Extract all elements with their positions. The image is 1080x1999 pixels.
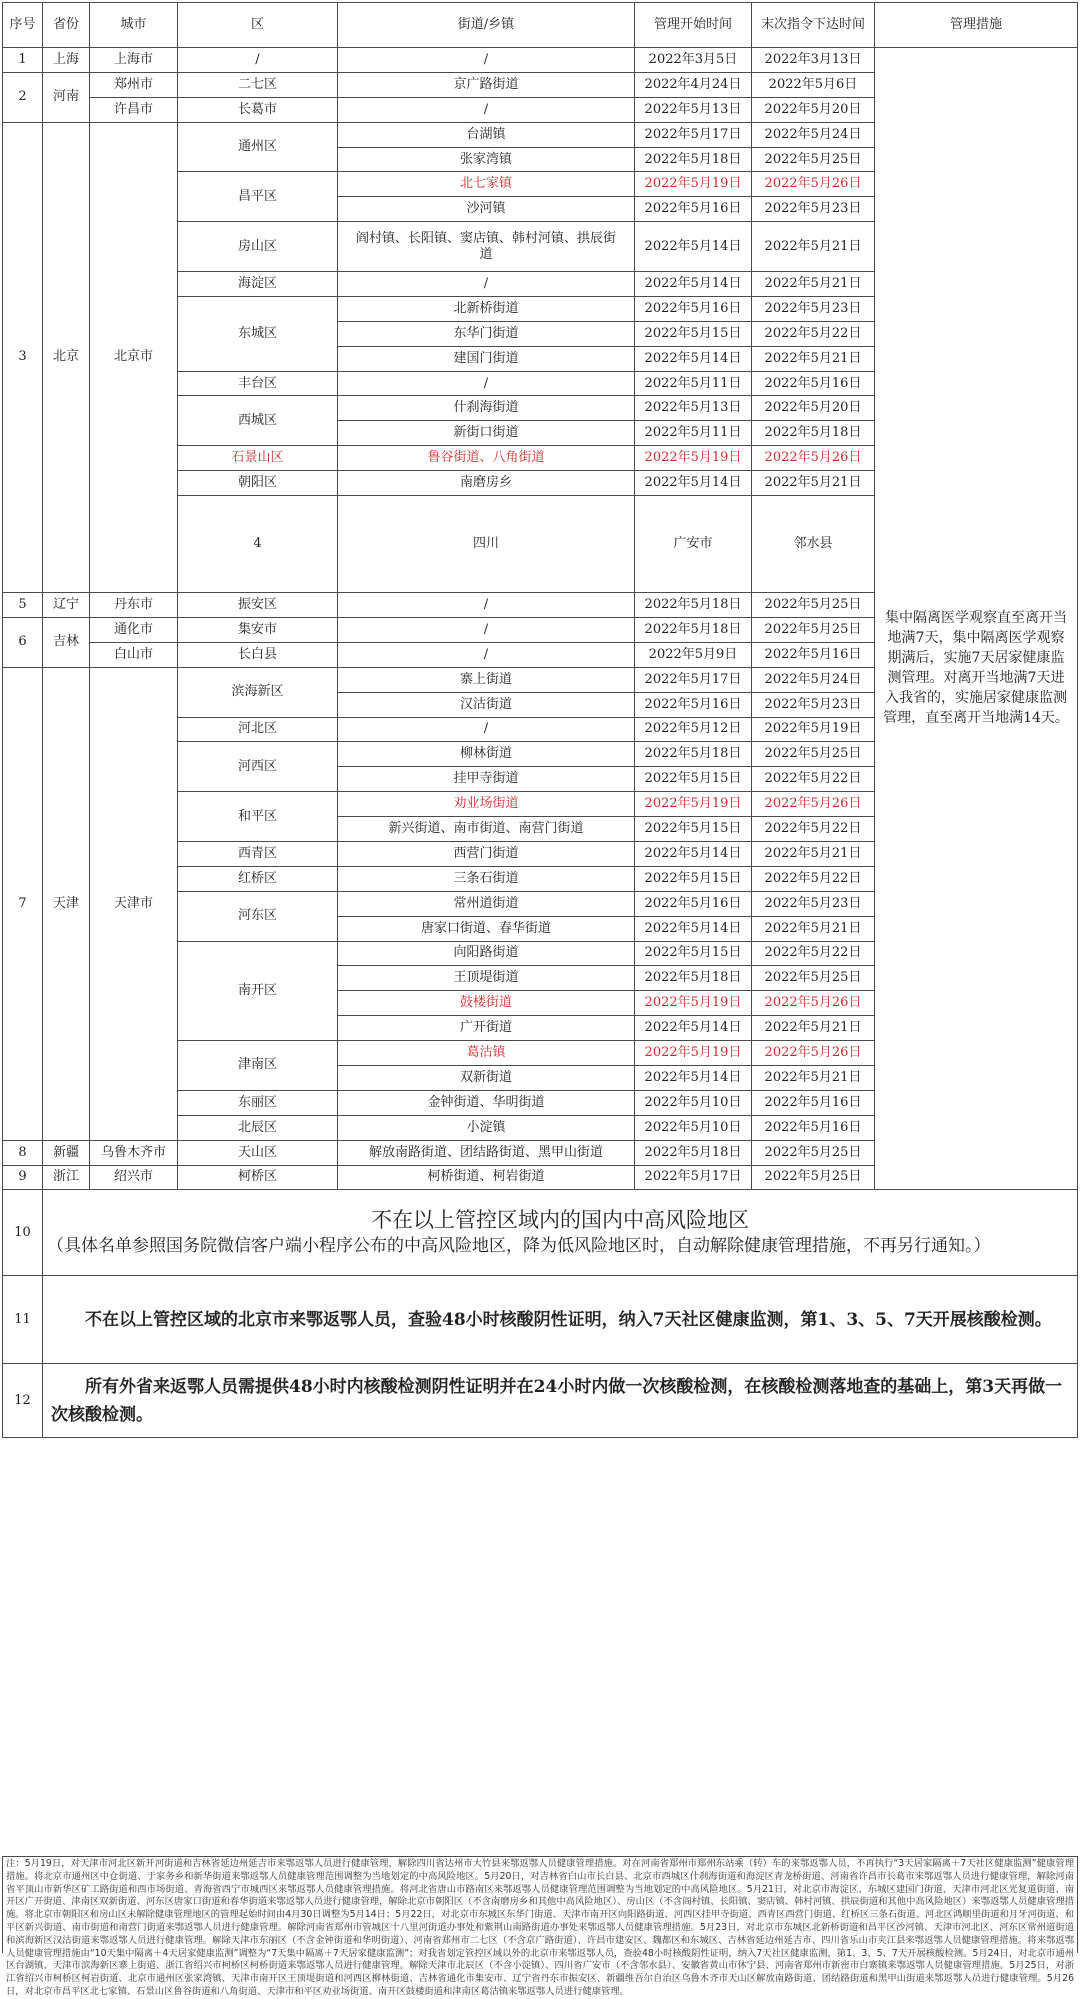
street-cell: 建国门街道 — [338, 346, 635, 371]
start-cell: 2022年5月19日 — [635, 991, 752, 1016]
end-cell: 2022年5月23日 — [752, 891, 875, 916]
table-row-11 — [3, 1276, 1078, 1364]
seq-cell: 11 — [3, 1276, 43, 1364]
street-cell: 台湖镇 — [338, 122, 635, 147]
street-cell: 向阳路街道 — [338, 941, 635, 966]
province-cell: 天津 — [43, 667, 90, 1140]
district-cell: 振安区 — [178, 593, 338, 618]
end-cell: 2022年5月23日 — [752, 197, 875, 222]
measures-cell: 集中隔离医学观察直至离开当地满7天，集中隔离医学观察期满后，实施7天居家健康监测管理。对离开当地满7天进入我省的，实施居家健康监测管理，直至离开当地满14天。 — [875, 48, 1078, 1190]
risk-area-desc: （具体名单参照国务院微信客户端小程序公布的中高风险地区，降为低风险地区时，自动解除健康管理措施，不再另行通知。） — [47, 1236, 991, 1257]
end-cell: 2022年5月21日 — [752, 272, 875, 297]
header-start: 管理开始时间 — [635, 3, 752, 48]
street-cell: 沙河镇 — [338, 197, 635, 222]
street-cell: 汉沽街道 — [338, 692, 635, 717]
street-cell: 阎村镇、长阳镇、窦店镇、韩村河镇、拱辰街道 — [338, 222, 635, 272]
start-cell: 2022年5月15日 — [635, 321, 752, 346]
start-cell: 2022年5月13日 — [635, 97, 752, 122]
seq-cell: 9 — [3, 1165, 43, 1190]
risk-area-cell — [43, 1190, 1078, 1276]
start-cell: 2022年5月15日 — [635, 817, 752, 842]
end-cell: 2022年5月24日 — [752, 122, 875, 147]
street-cell: 广开街道 — [338, 1016, 635, 1041]
start-cell: 2022年5月18日 — [635, 742, 752, 767]
end-cell: 2022年5月20日 — [752, 396, 875, 421]
start-cell: 2022年5月14日 — [635, 471, 752, 496]
street-cell: / — [338, 593, 635, 618]
start-cell: 2022年5月11日 — [635, 421, 752, 446]
district-cell: 石景山区 — [178, 446, 338, 471]
start-cell: 2022年4月24日 — [635, 72, 752, 97]
street-cell: 什刹海街道 — [338, 396, 635, 421]
start-cell: 2022年5月17日 — [635, 122, 752, 147]
seq-cell: 1 — [3, 48, 43, 73]
street-cell: 新街口街道 — [338, 421, 635, 446]
end-cell: 2022年5月24日 — [752, 667, 875, 692]
street-cell: 东华门街道 — [338, 321, 635, 346]
district-cell: 房山区 — [178, 222, 338, 272]
seq-cell: 5 — [3, 593, 43, 618]
start-cell: 2022年5月14日 — [635, 1016, 752, 1041]
district-cell: / — [178, 48, 338, 73]
end-cell: 2022年5月25日 — [752, 1140, 875, 1165]
end-cell: 2022年5月22日 — [752, 817, 875, 842]
end-cell: 2022年5月22日 — [752, 866, 875, 891]
city-cell: 丹东市 — [90, 593, 178, 618]
end-cell: 2022年5月25日 — [752, 617, 875, 642]
province-cell: 吉林 — [43, 617, 90, 667]
end-cell: 2022年5月21日 — [752, 1065, 875, 1090]
start-cell: 2022年5月17日 — [635, 667, 752, 692]
province-cell: 上海 — [43, 48, 90, 73]
street-cell: 北新桥街道 — [338, 296, 635, 321]
district-cell: 集安市 — [178, 617, 338, 642]
end-cell: 2022年5月21日 — [752, 346, 875, 371]
end-cell: 2022年5月26日 — [752, 172, 875, 197]
end-cell: 2022年5月19日 — [752, 717, 875, 742]
district-cell: 和平区 — [178, 792, 338, 842]
end-cell: 2022年5月16日 — [752, 642, 875, 667]
start-cell: 2022年3月5日 — [635, 48, 752, 73]
district-cell: 河东区 — [178, 891, 338, 941]
province-cell: 四川 — [338, 496, 635, 593]
end-cell: 2022年5月16日 — [752, 1090, 875, 1115]
street-cell: / — [338, 371, 635, 396]
street-cell: 北七家镇 — [338, 172, 635, 197]
start-cell: 2022年5月10日 — [635, 1115, 752, 1140]
city-cell: 通化市 — [90, 617, 178, 642]
seq-cell: 12 — [3, 1364, 43, 1438]
end-cell: 2022年5月22日 — [752, 321, 875, 346]
end-cell: 2022年5月20日 — [752, 97, 875, 122]
district-cell: 丰台区 — [178, 371, 338, 396]
district-cell: 河西区 — [178, 742, 338, 792]
street-cell: 葛沽镇 — [338, 1041, 635, 1066]
street-cell: 挂甲寺街道 — [338, 767, 635, 792]
end-cell: 2022年5月26日 — [752, 991, 875, 1016]
start-cell: 2022年5月16日 — [635, 197, 752, 222]
district-cell: 南开区 — [178, 941, 338, 1041]
end-cell: 2022年5月26日 — [752, 1041, 875, 1066]
city-cell: 上海市 — [90, 48, 178, 73]
city-cell: 乌鲁木齐市 — [90, 1140, 178, 1165]
start-cell: 2022年5月14日 — [635, 222, 752, 272]
street-cell: 唐家口街道、春华街道 — [338, 916, 635, 941]
start-cell: 2022年5月19日 — [635, 1041, 752, 1066]
district-cell: 津南区 — [178, 1041, 338, 1091]
street-cell: 寨上街道 — [338, 667, 635, 692]
header-district: 区 — [178, 3, 338, 48]
district-cell: 北辰区 — [178, 1115, 338, 1140]
start-cell: 2022年5月13日 — [635, 396, 752, 421]
header-end: 末次指令下达时间 — [752, 3, 875, 48]
start-cell: 2022年5月14日 — [635, 1065, 752, 1090]
header-row — [3, 3, 1078, 48]
header-province: 省份 — [43, 3, 90, 48]
end-cell: 2022年5月21日 — [752, 471, 875, 496]
province-cell: 辽宁 — [43, 593, 90, 618]
street-cell: 金钟街道、华明街道 — [338, 1090, 635, 1115]
start-cell: 2022年5月16日 — [635, 296, 752, 321]
start-cell: 2022年5月10日 — [635, 1090, 752, 1115]
end-cell: 2022年5月21日 — [752, 222, 875, 272]
district-cell: 西青区 — [178, 841, 338, 866]
header-city: 城市 — [90, 3, 178, 48]
end-cell: 2022年5月23日 — [752, 692, 875, 717]
street-cell: 南磨房乡 — [338, 471, 635, 496]
start-cell: 2022年5月18日 — [635, 147, 752, 172]
district-cell: 昌平区 — [178, 172, 338, 222]
district-cell: 柯桥区 — [178, 1165, 338, 1190]
control-table — [2, 2, 1078, 1438]
all-arrival-cell: 所有外省来返鄂人员需提供48小时内核酸检测阴性证明并在24小时内做一次核酸检测，在核酸检测落地查的基础上，第3天再做一次核酸检测。 — [43, 1364, 1078, 1438]
city-cell: 白山市 — [90, 642, 178, 667]
street-cell: 三条石街道 — [338, 866, 635, 891]
end-cell: 2022年5月6日 — [752, 72, 875, 97]
street-cell: / — [338, 48, 635, 73]
district-cell: 海淀区 — [178, 272, 338, 297]
end-cell: 2022年5月25日 — [752, 593, 875, 618]
end-cell: 2022年5月21日 — [752, 841, 875, 866]
province-cell: 浙江 — [43, 1165, 90, 1190]
street-cell: 京广路街道 — [338, 72, 635, 97]
street-cell: 柯桥街道、柯岩街道 — [338, 1165, 635, 1190]
city-cell: 广安市 — [635, 496, 752, 593]
risk-area-title: 不在以上管控区域内的国内中高风险地区 — [371, 1208, 749, 1233]
start-cell: 2022年5月9日 — [635, 642, 752, 667]
street-cell: 张家湾镇 — [338, 147, 635, 172]
city-cell: 北京市 — [90, 122, 178, 592]
start-cell: 2022年5月11日 — [635, 371, 752, 396]
start-cell: 2022年5月18日 — [635, 966, 752, 991]
street-cell: 劝业场街道 — [338, 792, 635, 817]
seq-cell: 8 — [3, 1140, 43, 1165]
district-cell: 通州区 — [178, 122, 338, 172]
city-cell: 许昌市 — [90, 97, 178, 122]
table-row-12 — [3, 1364, 1078, 1438]
province-cell: 新疆 — [43, 1140, 90, 1165]
end-cell: 2022年5月23日 — [752, 296, 875, 321]
start-cell: 2022年5月15日 — [635, 941, 752, 966]
start-cell: 2022年5月18日 — [635, 593, 752, 618]
start-cell: 2022年5月15日 — [635, 767, 752, 792]
beijing-arrival-cell: 不在以上管控区域的北京市来鄂返鄂人员，查验48小时核酸阴性证明，纳入7天社区健康监测，第1、3、5、7天开展核酸检测。 — [43, 1276, 1078, 1364]
city-cell: 天津市 — [90, 667, 178, 1140]
end-cell: 2022年5月25日 — [752, 147, 875, 172]
district-cell: 邻水县 — [752, 496, 875, 593]
end-cell: 2022年5月18日 — [752, 421, 875, 446]
district-cell: 东城区 — [178, 296, 338, 371]
street-cell: 西营门街道 — [338, 841, 635, 866]
street-cell: 王顶堤街道 — [338, 966, 635, 991]
seq-cell: 2 — [3, 72, 43, 122]
end-cell: 2022年3月13日 — [752, 48, 875, 73]
table-row — [3, 48, 1078, 73]
header-seq: 序号 — [3, 3, 43, 48]
street-cell: / — [338, 97, 635, 122]
end-cell: 2022年5月26日 — [752, 446, 875, 471]
start-cell: 2022年5月19日 — [635, 792, 752, 817]
street-cell: / — [338, 642, 635, 667]
street-cell: / — [338, 717, 635, 742]
province-cell: 河南 — [43, 72, 90, 122]
start-cell: 2022年5月17日 — [635, 1165, 752, 1190]
end-cell: 2022年5月21日 — [752, 1016, 875, 1041]
street-cell: / — [338, 617, 635, 642]
end-cell: 2022年5月26日 — [752, 792, 875, 817]
street-cell: 鼓楼街道 — [338, 991, 635, 1016]
seq-cell: 4 — [178, 496, 338, 593]
street-cell: 柳林街道 — [338, 742, 635, 767]
end-cell: 2022年5月22日 — [752, 767, 875, 792]
start-cell: 2022年5月14日 — [635, 916, 752, 941]
seq-cell: 3 — [3, 122, 43, 592]
district-cell: 二七区 — [178, 72, 338, 97]
street-cell: 常州道街道 — [338, 891, 635, 916]
header-measures: 管理措施 — [875, 3, 1078, 48]
city-cell: 绍兴市 — [90, 1165, 178, 1190]
end-cell: 2022年5月16日 — [752, 1115, 875, 1140]
start-cell: 2022年5月16日 — [635, 891, 752, 916]
city-cell: 郑州市 — [90, 72, 178, 97]
end-cell: 2022年5月25日 — [752, 966, 875, 991]
start-cell: 2022年5月19日 — [635, 446, 752, 471]
district-cell: 西城区 — [178, 396, 338, 446]
start-cell: 2022年5月19日 — [635, 172, 752, 197]
district-cell: 滨海新区 — [178, 667, 338, 717]
end-cell: 2022年5月22日 — [752, 941, 875, 966]
table-row-10 — [3, 1190, 1078, 1276]
seq-cell: 7 — [3, 667, 43, 1140]
seq-cell: 6 — [3, 617, 43, 667]
start-cell: 2022年5月18日 — [635, 617, 752, 642]
footnote: 注：5月19日，对天津市河北区新开河街道和吉林省延边州延吉市来鄂返鄂人员进行健康管理，解除四川省达州市大竹县来鄂返鄂人员健康管理措施。对在河南省郑州市郑州东站乘（转）车的来鄂返鄂人员，不再执行“3天居家隔离＋7天社区健康监测”健康管理措施。将北京市通州区中仓街道、于家务乡和新华街道来鄂返鄂人员健康管理范围调整为当地划定的中高风险地区。5月20日，对吉林省白山市长白县、北京市西城区什刹海街道和海淀区青龙桥街道、河南省许昌市长葛市来鄂返鄂人员进行健康管理，解除河南省平顶山市新华区矿工路街道和西市场街道、青海省西宁市城西区来鄂返鄂人员健康管理措施。将河北省唐山市路南区来鄂返鄂人员健康管理范围调整为当地划定的中高风险地区。5月21日，对北京市海淀区、东城区建国门街道、天津市河北区光复道街道、南开区广开街道、津南区双新街道、河东区唐家口街道和春华街道来鄂返鄂人员进行健康管理，解除北京市朝阳区（不含南磨房乡和其他中高风险地区）、房山区（不含阎村镇、长阳镇、窦店镇、韩村河镇、拱辰街道和其他中高风险地区）来鄂返鄂人员健康管理措施。将北京市朝阳区和房山区未解除健康管理地区的管理起始时间由4月30日调整为5月14日；5月22日，对北京市东城区东华门街道、天津市南开区向阳路街道、河西区挂甲寺街道、西青区西营门街道、红桥区三条石街道、河北区鸿顺里街道和月牙河街道、和平区新兴街道、南市街道和南营门街道来鄂返鄂人员进行健康管理。解除河南省郑州市管城区十八里河街道办事处和紫荆山南路街道办事处来鄂返鄂人员健康管理措施。5月23日，对北京市东城区北新桥街道和昌平区沙河镇、天津市河北区、河东区常州道街道和滨海新区汉沽街道来鄂返鄂人员进行健康管理。解除天津市东丽区（不含金钟街道和华明街道）、河南省郑州市二七区（不含京广路街道）、许昌市建安区、魏都区和东城区、吉林省延边州延吉市、四川省乐山市夹江县来鄂返鄂人员健康管理措施。将来鄂返鄂人员健康管理措施由“10天集中隔离＋4天居家健康监测”调整为“7天集中隔离＋7天居家健康监测”；对我省划定管控区域以外的北京市来鄂返鄂人员，查验48小时核酸阴性证明，纳入7天社区健康监测，第1、3、5、7天开展核酸检测。5月24日，对北京市通州区台湖镇、天津市滨海新区寨上街道、浙江省绍兴市柯桥区柯桥街道来鄂返鄂人员进行健康管理。解除天津市北辰区（不含小淀镇）、四川省广安市（不含邻水县）、安徽省黄山市休宁县、河南省郑州市新密市白寨镇来鄂返鄂人员健康管理措施。5月25日，对浙江省绍兴市柯桥区柯岩街道、北京市通州区张家湾镇、天津市南开区王顶堤街道和河西区柳林街道、吉林省通化市集安市、辽宁省丹东市振安区、新疆维吾尔自治区乌鲁木齐市天山区解放南路街道、团结路街道和黑甲山街道来鄂返鄂人员进行健康管理。5月26日，对北京市昌平区北七家镇、石景山区鲁谷街道和八角街道、天津市和平区劝业场街道、南开区鼓楼街道和津南区葛沽镇来鄂返鄂人员进行健康管理。 — [2, 1856, 1078, 1953]
start-cell: 2022年5月12日 — [635, 717, 752, 742]
street-cell: 双新街道 — [338, 1065, 635, 1090]
end-cell: 2022年5月25日 — [752, 742, 875, 767]
district-cell: 红桥区 — [178, 866, 338, 891]
start-cell: 2022年5月14日 — [635, 841, 752, 866]
district-cell: 长白县 — [178, 642, 338, 667]
start-cell: 2022年5月16日 — [635, 692, 752, 717]
end-cell: 2022年5月21日 — [752, 916, 875, 941]
street-cell: / — [338, 272, 635, 297]
street-cell: 小淀镇 — [338, 1115, 635, 1140]
seq-cell: 10 — [3, 1190, 43, 1276]
header-street: 街道/乡镇 — [338, 3, 635, 48]
district-cell: 东丽区 — [178, 1090, 338, 1115]
start-cell: 2022年5月14日 — [635, 272, 752, 297]
district-cell: 朝阳区 — [178, 471, 338, 496]
street-cell: 鲁谷街道、八角街道 — [338, 446, 635, 471]
street-cell: 解放南路街道、团结路街道、黑甲山街道 — [338, 1140, 635, 1165]
district-cell: 长葛市 — [178, 97, 338, 122]
end-cell: 2022年5月16日 — [752, 371, 875, 396]
end-cell: 2022年5月25日 — [752, 1165, 875, 1190]
province-cell: 北京 — [43, 122, 90, 592]
start-cell: 2022年5月18日 — [635, 1140, 752, 1165]
district-cell: 河北区 — [178, 717, 338, 742]
street-cell: 新兴街道、南市街道、南营门街道 — [338, 817, 635, 842]
district-cell: 天山区 — [178, 1140, 338, 1165]
start-cell: 2022年5月14日 — [635, 346, 752, 371]
start-cell: 2022年5月15日 — [635, 866, 752, 891]
